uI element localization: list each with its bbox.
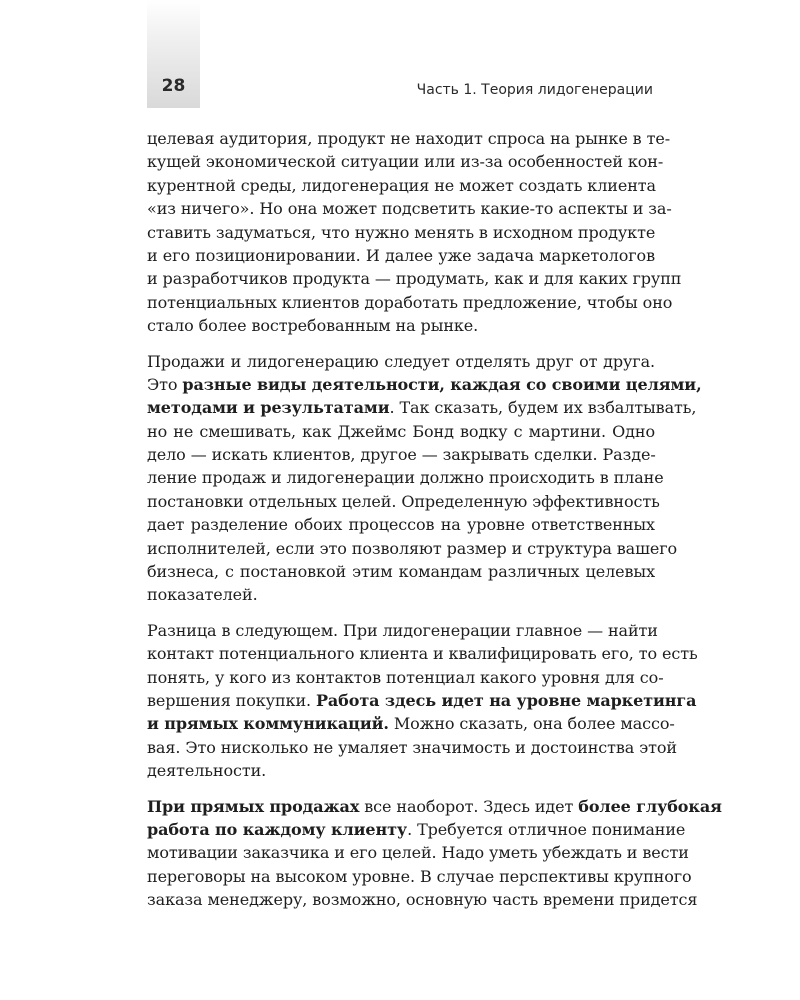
paragraph (147, 350, 702, 607)
text-line: мотивации заказчика и его целей. Надо уметь убеждать и вести (147, 843, 689, 863)
text-line: и его позиционировании. И далее уже задача маркетологов (147, 245, 655, 265)
running-head: Часть 1. Теория лидогенерации (416, 82, 653, 98)
text-line: заказа менеджеру, возможно, основную часть времени придется (147, 890, 698, 910)
text-line: курентной среды, лидогенерация не может создать клиента (147, 175, 656, 195)
text-line: Это разные виды деятельности, каждая со своими целями, (147, 374, 702, 394)
page-number: 28 (161, 76, 186, 96)
text-line: кущей экономической ситуации или из-за особенностей кон- (147, 152, 664, 172)
bold-emphasis: работа по каждому клиенту (147, 819, 408, 839)
text-line: работа по каждому клиенту. Требуется отличное понимание (147, 819, 686, 839)
text-line: ставить задуматься, что нужно менять в исходном продукте (147, 222, 656, 242)
text-line: ление продаж и лидогенерации должно происходить в плане (147, 468, 664, 488)
paragraph (147, 795, 722, 912)
text-line: При прямых продажах все наоборот. Здесь идет более глубокая (147, 796, 722, 816)
text-line: деятельности. (147, 761, 267, 781)
bold-emphasis: и прямых коммуникаций. (147, 714, 389, 734)
text-line: Продажи и лидогенерацию следует отделять друг от друга. (147, 351, 655, 371)
text-line: методами и результатами. Так сказать, будем их взбалтывать, (147, 398, 697, 418)
text-line: стало более востребованным на рынке. (147, 316, 479, 336)
bold-emphasis: разные виды деятельности, каждая со своими целями, (182, 374, 702, 394)
bold-emphasis: более глубокая (578, 796, 722, 816)
bold-emphasis: Работа здесь идет на уровне маркетинга (315, 690, 697, 710)
text-line: «из ничего». Но она может подсветить какие-то аспекты и за- (147, 199, 672, 219)
text-line: показателей. (147, 585, 258, 605)
text-line: Разница в следующем. При лидогенерации главное — найти (147, 620, 658, 640)
text-line: и разработчиков продукта — продумать, как и для каких групп (147, 269, 682, 289)
text-line: постановки отдельных целей. Определенную эффективность (147, 491, 660, 511)
text-line: переговоры на высоком уровне. В случае перспективы крупного (147, 866, 692, 886)
text-line: бизнеса, с постановкой этим командам различных целевых (147, 562, 655, 582)
text-line: контакт потенциального клиента и квалифицировать его, то есть (147, 644, 698, 664)
paragraph (147, 127, 682, 338)
bold-emphasis: При прямых продажах (147, 796, 360, 816)
text-line: но не смешивать, как Джеймс Бонд водку с мартини. Одно (147, 421, 655, 441)
body-text (147, 127, 722, 924)
text-line: и прямых коммуникаций. Можно сказать, она более массо- (147, 714, 675, 734)
text-line: вершения покупки. Работа здесь идет на уровне маркетинга (147, 690, 697, 710)
paragraph (147, 619, 698, 783)
text-line: вая. Это нисколько не умаляет значимость и достоинства этой (147, 737, 677, 757)
bold-emphasis: методами и результатами (147, 398, 390, 418)
text-line: целевая аудитория, продукт не находит спроса на рынке в те- (147, 129, 671, 148)
text-line: понять, у кого из контактов потенциал какого уровня для со- (147, 667, 664, 687)
text-line: исполнителей, если это позволяют размер и структура вашего (147, 538, 678, 558)
text-line: дело — искать клиентов, другое — закрывать сделки. Разде- (147, 445, 656, 465)
text-line: потенциальных клиентов доработать предложение, чтобы оно (147, 292, 673, 312)
text-line: дает разделение обоих процессов на уровне ответственных (147, 515, 655, 535)
